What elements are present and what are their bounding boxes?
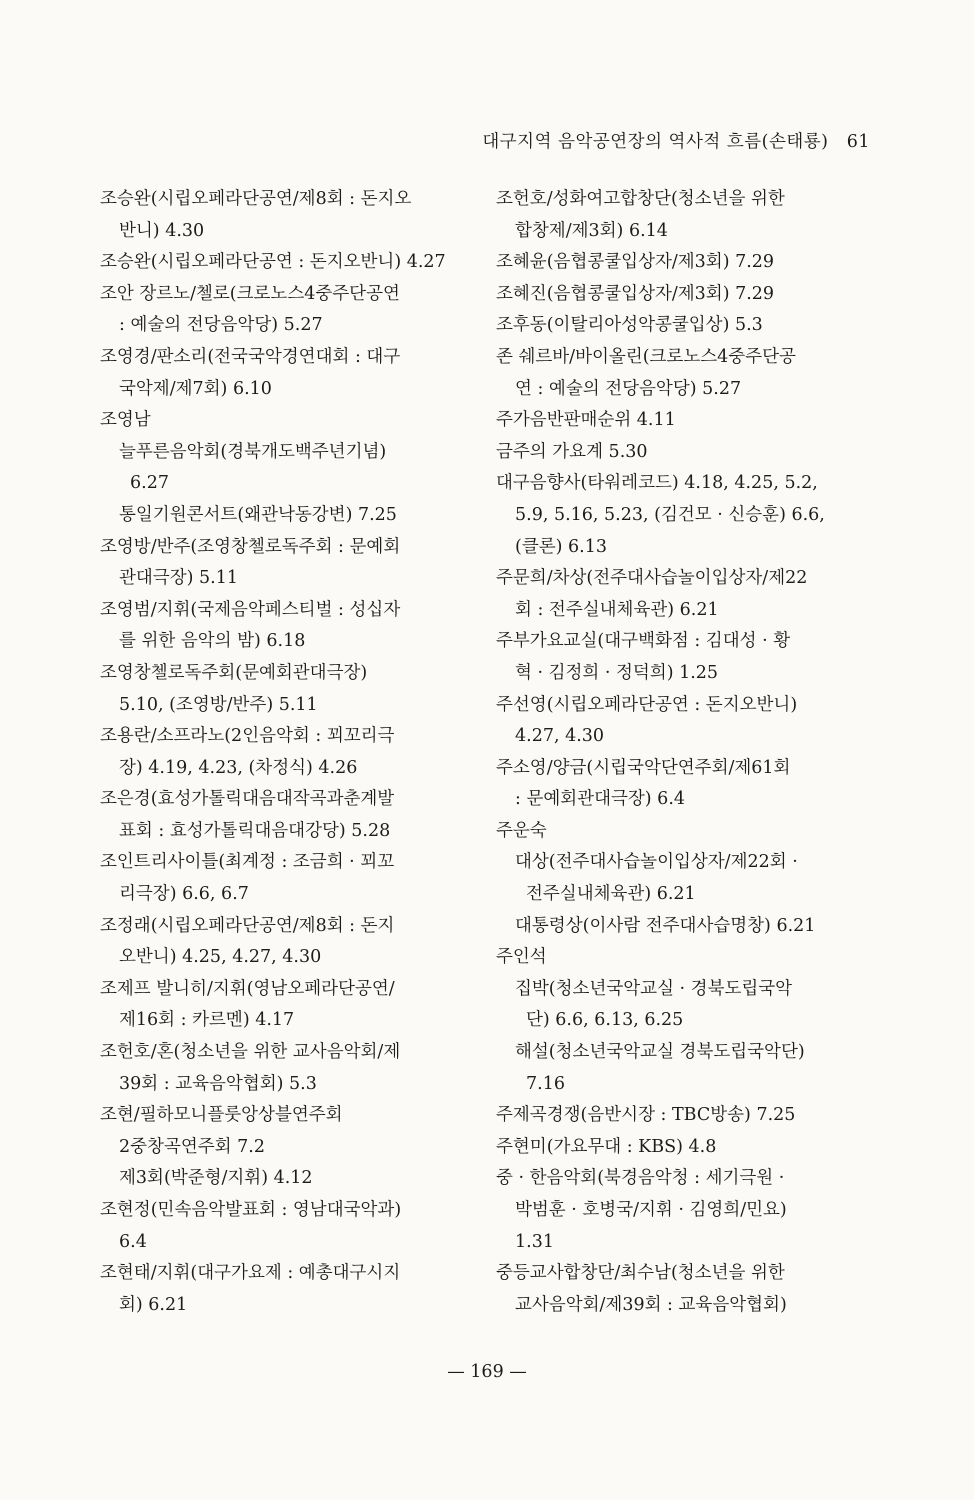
index-entry: 조현정(민속음악발표회 : 영남대국악과) [100, 1200, 402, 1220]
index-entry-continuation: (클론) 6.13 [515, 536, 607, 557]
index-entry-continuation: 39회 : 교육음악협회) 5.3 [119, 1073, 317, 1094]
index-entry: 주현미(가요무대 : KBS) 4.8 [496, 1136, 717, 1157]
index-entry-continuation: 5.9, 5.16, 5.23, (김건모 · 신승훈) 6.6, [515, 504, 825, 525]
index-entry-continuation: 관대극장) 5.11 [119, 568, 238, 589]
index-entry-continuation: 합창제/제3회) 6.14 [515, 220, 668, 241]
header-title: 대구지역 음악공연장의 역사적 흐름(손태룡) [482, 132, 829, 152]
index-entry: 조은경(효성가톨릭대음대작곡과춘계발 [100, 789, 395, 810]
index-entry-continuation: 박범훈 · 호병국/지휘 · 김영희/민요) [515, 1200, 787, 1220]
index-entry-continuation: 연 : 예술의 전당음악당) 5.27 [515, 378, 742, 399]
index-entry-continuation: 대통령상(이사람 전주대사습명창) 6.21 [515, 915, 816, 936]
index-entry: 주선영(시립오페라단공연 : 돈지오반니) [496, 694, 798, 715]
index-entry: 주인석 [496, 947, 547, 968]
index-entry-continuation: 반니) 4.30 [119, 220, 205, 241]
index-entry: 주제곡경쟁(음반시장 : TBC방송) 7.25 [496, 1105, 796, 1126]
index-entry-continuation: 통일기원콘서트(왜관낙동강변) 7.25 [119, 504, 397, 525]
index-entry-continuation: : 문예회관대극장) 6.4 [515, 789, 686, 810]
index-entry-continuation: 늘푸른음악회(경북개도백주년기념) [119, 441, 387, 462]
index-entry: 조영범/지휘(국제음악페스티벌 : 성십자 [100, 599, 401, 620]
index-entry-continuation: 제3회(박준형/지휘) 4.12 [119, 1168, 313, 1189]
footer-page-number: — 169 — [447, 1362, 527, 1382]
index-entry: 조승완(시립오페라단공연/제8회 : 돈지오 [100, 189, 412, 209]
index-entry-continuation: 2중창곡연주회 7.2 [119, 1136, 265, 1157]
index-entry-continuation: 7.16 [526, 1073, 565, 1094]
index-entry: 조영방/반주(조영창첼로독주회 : 문예회 [100, 536, 401, 557]
index-entry-continuation: 집박(청소년국악교실 · 경북도립국악 [515, 978, 793, 999]
index-entry-continuation: 1.31 [515, 1231, 554, 1252]
index-entry: 조승완(시립오페라단공연 : 돈지오반니) 4.27 [100, 252, 446, 273]
index-entry-continuation: 교사음악회/제39회 : 교육음악협회) [515, 1294, 787, 1315]
index-entry-continuation: 해설(청소년국악교실 경북도립국악단) [515, 1042, 805, 1063]
index-entry: 금주의 가요계 5.30 [496, 441, 648, 462]
index-entry-continuation: 회) 6.21 [119, 1294, 188, 1315]
index-entry: 주부가요교실(대구백화점 : 김대성 · 황 [496, 631, 791, 652]
index-entry: 조인트리사이틀(최계정 : 조금희 · 꾀꼬 [100, 852, 395, 873]
index-column-right [496, 184, 868, 1321]
index-entry: 조영경/판소리(전국국악경연대회 : 대구 [100, 346, 401, 367]
index-entry: 조영남 [100, 410, 151, 431]
index-entry: 주문희/차상(전주대사습놀이입상자/제22 [496, 568, 808, 589]
index-entry-continuation: 오반니) 4.25, 4.27, 4.30 [119, 947, 322, 968]
index-entry-continuation: : 예술의 전당음악당) 5.27 [119, 315, 323, 336]
running-header [482, 128, 870, 153]
index-entry-continuation: 4.27, 4.30 [515, 726, 605, 747]
index-entry: 조혜진(음협콩쿨입상자/제3회) 7.29 [496, 283, 775, 304]
index-entry-continuation: 전주실내체육관) 6.21 [526, 884, 696, 905]
index-entry-continuation: 대상(전주대사습놀이입상자/제22회 · [515, 852, 798, 873]
index-entry: 조현/필하모니플룻앙상블연주회 [100, 1105, 343, 1126]
index-entry-continuation: 6.27 [130, 473, 169, 494]
index-entry: 조현태/지휘(대구가요제 : 예총대구시지 [100, 1263, 401, 1284]
index-entry: 조영창첼로독주회(문예회관대극장) [100, 662, 368, 683]
index-entry: 주소영/양금(시립국악단연주회/제61회 [496, 757, 791, 778]
index-entry: 조헌호/혼(청소년을 위한 교사음악회/제 [100, 1042, 401, 1063]
index-entry-continuation: 국악제/제7회) 6.10 [119, 378, 272, 399]
index-entry: 중 · 한음악회(북경음악청 : 세기극원 · [496, 1168, 785, 1189]
index-entry-continuation: 를 위한 음악의 밤) 6.18 [119, 631, 306, 652]
index-entry-continuation: 혁 · 김정희 · 정덕희) 1.25 [515, 662, 719, 683]
index-entry: 조제프 발니히/지휘(영남오페라단공연/ [100, 978, 395, 999]
index-entry: 주운숙 [496, 820, 547, 841]
index-entry: 주가음반판매순위 4.11 [496, 410, 676, 431]
index-entry-continuation: 장) 4.19, 4.23, (차정식) 4.26 [119, 757, 358, 778]
index-entry-continuation: 제16회 : 카르멘) 4.17 [119, 1010, 295, 1031]
index-column-left [100, 184, 472, 1321]
index-entry-continuation: 단) 6.6, 6.13, 6.25 [526, 1010, 684, 1031]
index-entry: 조용란/소프라노(2인음악회 : 꾀꼬리극 [100, 726, 395, 747]
index-entry: 조혜윤(음협콩쿨입상자/제3회) 7.29 [496, 252, 775, 273]
index-entry: 중등교사합창단/최수남(청소년을 위한 [496, 1263, 785, 1284]
index-entry: 조헌호/성화여고합창단(청소년을 위한 [496, 189, 785, 209]
index-entry: 조후동(이탈리아성악콩쿨입상) 5.3 [496, 315, 763, 336]
index-entry-continuation: 회 : 전주실내체육관) 6.21 [515, 599, 719, 620]
index-entry: 조정래(시립오페라단공연/제8회 : 돈지 [100, 915, 395, 936]
index-entry: 대구음향사(타워레코드) 4.18, 4.25, 5.2, [496, 473, 818, 494]
index-entry-continuation: 6.4 [119, 1231, 147, 1252]
index-entry-continuation: 5.10, (조영방/반주) 5.11 [119, 694, 318, 715]
index-entry: 조안 장르노/첼로(크로노스4중주단공연 [100, 283, 400, 304]
index-entry-continuation: 표회 : 효성가톨릭대음대강당) 5.28 [119, 820, 391, 841]
header-page-number: 61 [846, 132, 870, 152]
index-entry-continuation: 리극장) 6.6, 6.7 [119, 884, 249, 905]
index-entry: 존 쉐르바/바이올린(크로노스4중주단공 [496, 346, 796, 367]
